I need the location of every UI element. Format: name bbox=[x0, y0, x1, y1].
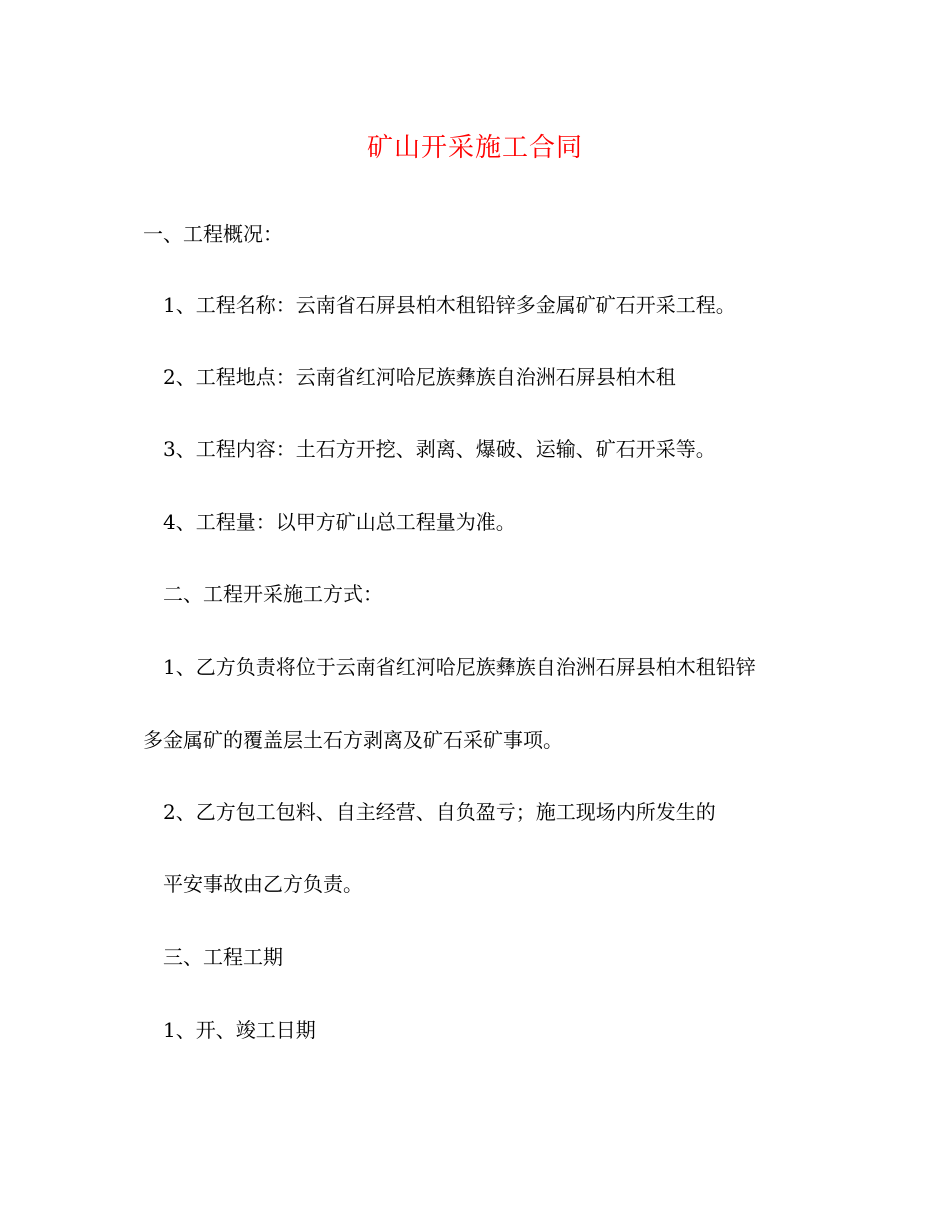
document-title: 矿山开采施工合同 bbox=[366, 133, 583, 163]
paragraph-party-b-responsibility-continued: 多金属矿的覆盖层土石方剥离及矿石采矿事项。 bbox=[143, 728, 563, 752]
paragraph-contracting-terms: 2、乙方包工包料、自主经营、自负盈亏；施工现场内所发生的 bbox=[163, 800, 716, 824]
paragraph-project-quantity: 4、工程量：以甲方矿山总工程量为准。 bbox=[163, 510, 516, 534]
section-heading-overview: 一、工程概况： bbox=[143, 222, 283, 246]
paragraph-contracting-terms-continued: 平安事故由乙方负责。 bbox=[163, 872, 363, 896]
paragraph-project-content: 3、工程内容：土石方开挖、剥离、爆破、运输、矿石开采等。 bbox=[163, 437, 716, 461]
paragraph-start-completion-dates: 1、开、竣工日期 bbox=[163, 1018, 316, 1042]
section-heading-construction-method: 二、工程开采施工方式： bbox=[163, 582, 383, 606]
paragraph-party-b-responsibility: 1、乙方负责将位于云南省红河哈尼族彝族自治洲石屏县柏木租铅锌 bbox=[163, 655, 756, 679]
paragraph-project-location: 2、工程地点：云南省红河哈尼族彝族自治洲石屏县柏木租 bbox=[163, 365, 676, 389]
section-heading-schedule: 三、工程工期 bbox=[163, 945, 283, 969]
paragraph-project-name: 1、工程名称：云南省石屏县柏木租铅锌多金属矿矿石开采工程。 bbox=[163, 293, 736, 317]
